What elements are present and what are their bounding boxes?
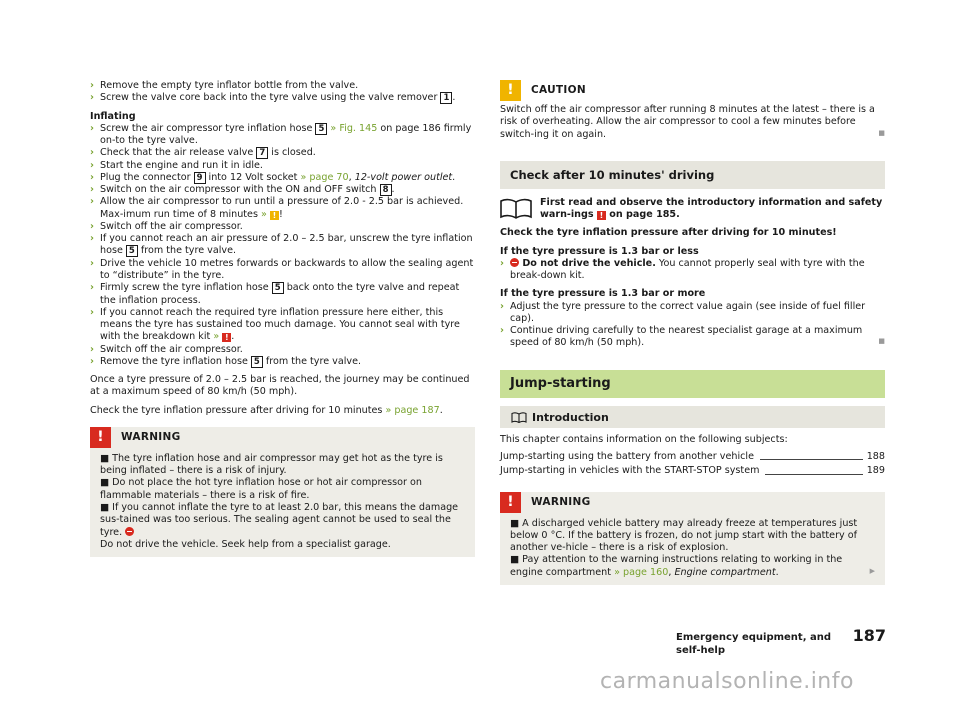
- caution-header: [500, 80, 885, 101]
- page-link[interactable]: » page 70: [300, 171, 349, 183]
- part-number-key: 5: [272, 282, 284, 294]
- bullet-arrow-icon: ›: [90, 196, 94, 208]
- subheading: If the tyre pressure is 1.3 bar or more: [500, 288, 706, 300]
- list-item: › Drive the vehicle 10 metres forwards or backwards to allow the sealing agent to “distribute” in the tyre.: [90, 257, 474, 281]
- page-link[interactable]: » page 160: [614, 566, 669, 578]
- paragraph: This chapter contains information on the following subjects:: [500, 433, 788, 445]
- bullet-arrow-icon: ›: [90, 343, 94, 355]
- part-number-key: 5: [251, 356, 263, 368]
- bullet-arrow-icon: ›: [90, 220, 94, 232]
- warning-title: WARNING: [531, 495, 591, 508]
- warning-box: [500, 492, 885, 585]
- chapter-header: Jump-starting: [500, 370, 885, 398]
- read-first-note: First read and observe the introductory information and safety warn-ings ! on page 185.: [500, 197, 885, 222]
- bullet-arrow-icon: ›: [90, 184, 94, 196]
- warning-box: [90, 427, 475, 557]
- part-number-key: 8: [380, 184, 392, 196]
- left-column: [90, 80, 475, 557]
- list-item: › Switch on the air compressor with the ON and OFF switch 8 .: [90, 184, 395, 196]
- bullet-arrow-icon: ›: [90, 355, 94, 367]
- paragraph: Once a tyre pressure of 2.0 – 2.5 bar is reached, the journey may be continued at a maximum speed of 80 km/h (50 mph).: [90, 374, 470, 398]
- page-footer: [676, 626, 886, 656]
- warning-icon: !: [500, 492, 521, 513]
- list-item: › Firmly screw the tyre inflation hose 5 back onto the tyre valve and repeat the inflation process.: [90, 282, 460, 306]
- part-number-key: 5: [126, 245, 138, 257]
- part-number-key: 5: [315, 123, 327, 135]
- caution-title: CAUTION: [531, 84, 586, 96]
- list-item: › Start the engine and run it in idle.: [90, 159, 263, 171]
- bullet-arrow-icon: ›: [500, 300, 504, 312]
- end-mark-icon: ■: [878, 128, 885, 137]
- page-link[interactable]: » page 187: [385, 404, 440, 416]
- part-number-key: 1: [440, 92, 452, 104]
- list-item: › If you cannot reach the required tyre inflation pressure here either, this means the tyre has sustained too much damage. You cannot seal with tyre with the breakdown kit » ! .: [90, 306, 460, 343]
- caution-icon: !: [270, 211, 279, 220]
- bullet-arrow-icon: ›: [90, 282, 94, 294]
- bullet-arrow-icon: ›: [90, 122, 94, 134]
- bullet-arrow-icon: ›: [500, 325, 504, 337]
- paragraph: Check the tyre inflation pressure after driving for 10 minutes!: [500, 227, 837, 239]
- warning-icon: !: [90, 427, 111, 448]
- list-item: › Plug the connector 9 into 12 Volt socket » page 70, 12-volt power outlet.: [90, 171, 456, 183]
- warning-body: ■ A discharged vehicle battery may already freeze at temperatures just below 0 °C. If the battery is frozen, do not jump start with the battery of another ve-hicle – there is a risk of explosion. ■ Pay attention to the warning instructions relating to working in the engine compartment » page 160, Engine compartment. ▶: [510, 517, 875, 578]
- part-number-key: 7: [256, 147, 268, 159]
- list-item: › Screw the air compressor tyre inflation hose 5 » Fig. 145 on page 186 firmly on-to the tyre valve.: [90, 122, 472, 147]
- toc-entry[interactable]: Jump-starting using the battery from another vehicle 188: [500, 450, 885, 462]
- bullet-arrow-icon: ›: [90, 80, 94, 91]
- book-icon: [500, 197, 532, 219]
- bullet-arrow-icon: ›: [90, 147, 94, 159]
- continue-arrow-icon: ▶: [869, 566, 875, 575]
- warning-title: WARNING: [121, 430, 181, 443]
- bullet-arrow-icon: ›: [500, 257, 504, 269]
- list-item: › Switch off the air compressor.: [90, 220, 243, 232]
- bullet-arrow-icon: ›: [90, 233, 94, 245]
- list-item: › Check that the air release valve 7 is closed.: [90, 147, 316, 159]
- caution-icon: !: [500, 80, 521, 101]
- warning-link[interactable]: »: [213, 331, 220, 343]
- bullet-arrow-icon: ›: [90, 92, 94, 104]
- paragraph: Check the tyre inflation pressure after driving for 10 minutes » page 187.: [90, 404, 443, 416]
- figure-link[interactable]: » Fig. 145: [327, 122, 378, 134]
- subheading: Inflating: [90, 110, 136, 122]
- stop-icon: [510, 258, 519, 267]
- book-icon: [511, 412, 527, 423]
- caution-box: ! CAUTION Switch off the air compressor after running 8 minutes at the latest – there is a risk of overheating. Allow the air compressor to cool a few minutes before switch-ing it on again. ■: [500, 82, 885, 140]
- bullet-arrow-icon: ›: [90, 257, 94, 269]
- list-item: › Screw the valve core back into the tyre valve using the valve remover 1 .: [90, 92, 456, 104]
- list-item: › Remove the tyre inflation hose 5 from the tyre valve.: [90, 355, 362, 367]
- section-header: Check after 10 minutes' driving: [500, 161, 885, 189]
- warning-header: [500, 492, 885, 513]
- footer-chapter: Emergency equipment, and self-help: [676, 632, 832, 656]
- toc-entry[interactable]: Jump-starting in vehicles with the START-STOP system 189: [500, 465, 885, 477]
- bullet-arrow-icon: ›: [90, 171, 94, 183]
- introduction-header: Introduction: [500, 406, 885, 428]
- subheading: If the tyre pressure is 1.3 bar or less: [500, 245, 699, 257]
- watermark: carmanualsonline.info: [600, 669, 854, 694]
- stop-icon: [125, 527, 134, 536]
- list-item: › If you cannot reach an air pressure of 2.0 – 2.5 bar, unscrew the tyre inflation hose 5 from the tyre valve.: [90, 233, 473, 257]
- list-item: › Continue driving carefully to the nearest specialist garage at a maximum speed of 80 km/h (50 mph). ■: [500, 325, 885, 349]
- list-item: › Switch off the air compressor.: [90, 343, 243, 355]
- warning-link[interactable]: »: [261, 208, 267, 220]
- warning-icon: !: [222, 333, 231, 342]
- list-item: › Allow the air compressor to run until a pressure of 2.0 - 2.5 bar is achieved. Max-imum run time of 8 minutes » ! !: [90, 196, 464, 220]
- list-item: › Adjust the tyre pressure to the correct value again (see inside of fuel filler cap).: [500, 300, 866, 324]
- page-number: 187: [852, 626, 886, 645]
- list-item: › Remove the empty tyre inflator bottle from the valve.: [90, 80, 359, 91]
- bullet-arrow-icon: ›: [90, 306, 94, 318]
- list-item: › Do not drive the vehicle. You cannot properly seal with tyre with the break-down kit.: [500, 257, 865, 282]
- warning-header: [90, 427, 475, 448]
- warning-icon: !: [597, 211, 606, 220]
- warning-body: ■ The tyre inflation hose and air compressor may get hot as the tyre is being inflated – there is a risk of injury. ■ Do not place the hot tyre inflation hose or hot air compressor on flammable materials – there is a risk of fire. ■ If you cannot inflate the tyre to at least 2.0 bar, this means the damage sus-tained was too serious. The sealing agent cannot be used to seal the tyre. Do not drive the vehicle. Seek help from a specialist garage.: [100, 452, 459, 550]
- end-mark-icon: ■: [878, 337, 885, 346]
- bullet-arrow-icon: ›: [90, 159, 94, 171]
- right-column: [500, 80, 885, 585]
- part-number-key: 9: [194, 172, 206, 184]
